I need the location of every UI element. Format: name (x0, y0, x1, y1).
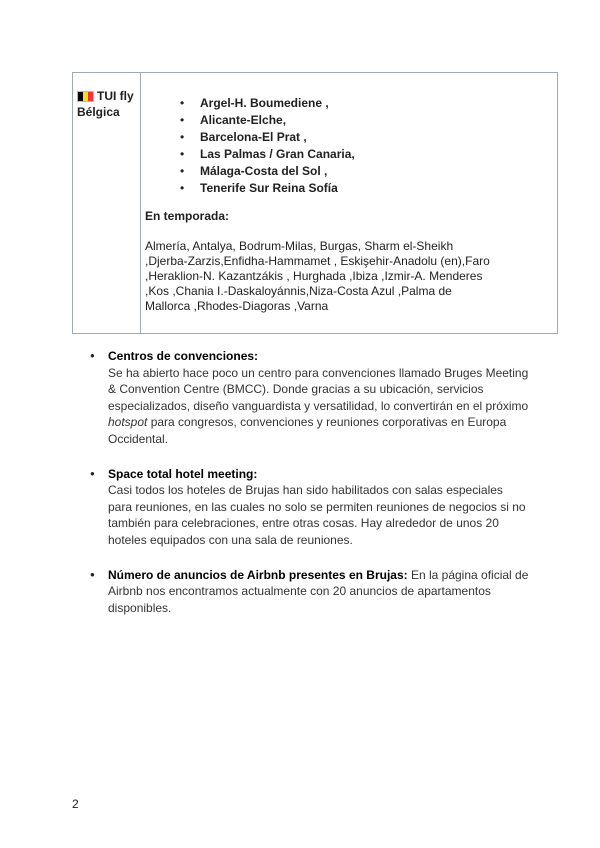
bullet-title: Número de anuncios de Airbnb presentes en Brujas: (108, 567, 408, 582)
airline-table (72, 72, 558, 334)
bullet-body (108, 366, 528, 446)
destination-item: • Argel-H. Boumediene , (180, 95, 553, 112)
seasonal-destinations: Almería, Antalya, Bodrum-Milas, Burgas, Sharm el-Sheikh ,Djerba-Zarzis,Enfidha-Hammamet , Eskişehir-Anadolu (en),Faro ,Heraklion-N. Kazantzákis , Hurghada ,Ibiza ,Izmir-A. Menderes ,Kos ,Chania I.-Daskaloyánnis,Niza-Costa Azul ,Palma de Mallorca ,Rhodes-Diagoras ,Varna (145, 239, 490, 313)
page-number: 2 (72, 797, 79, 811)
bullet-title: Centros de convenciones: (108, 349, 259, 363)
bullet-body-text: En la página oficial de Airbnb nos encontramos actualmente con 20 anuncios de apartamentos disponibles. (108, 567, 529, 615)
destination-item: • Barcelona-El Prat , (180, 129, 553, 146)
destination-item: • Las Palmas / Gran Canaria, (180, 146, 553, 163)
belgium-flag-icon (77, 91, 94, 102)
bullet-body-text: Casi todos los hoteles de Brujas han sido habilitados con salas especiales para reuniones, en las cuales no solo se permiten reuniones de negocios si no también para celebraciones, entre otras cosas. Hay alrededor de unos 20 hoteles equipados con una sala de reuniones. (108, 483, 526, 547)
bullet-hotel-meeting (90, 466, 530, 549)
bullet-convention-centres (90, 348, 530, 448)
bullet-body-text: Se ha abierto hace poco un centro para convenciones llamado Bruges Meeting & Convention Centre (BMCC). Donde gracias a su ubicación, servicios especializados, diseño vanguardista y versatilidad, lo convertirán en el próximo (108, 365, 529, 413)
destination-item: • Málaga-Costa del Sol , (180, 163, 553, 180)
info-bullet-list (90, 348, 530, 634)
destination-item: • Tenerife Sur Reina Sofía (180, 180, 553, 197)
bullet-airbnb (90, 567, 530, 617)
bullet-title: Space total hotel meeting: (108, 466, 258, 481)
bullet-body-text: para congresos, convenciones y reuniones corporativas en Europa Occidental. (108, 415, 507, 446)
bullet-emphasis: hotspot (108, 415, 148, 430)
destination-item: • Alicante-Elche, (180, 112, 553, 129)
seasonal-label: En temporada: (145, 209, 230, 223)
airline-name: TUI fly Bélgica (77, 89, 134, 119)
destinations-cell (141, 73, 557, 333)
destination-list (145, 95, 553, 197)
airline-cell (73, 73, 141, 333)
flag-stripe-red (88, 92, 93, 101)
